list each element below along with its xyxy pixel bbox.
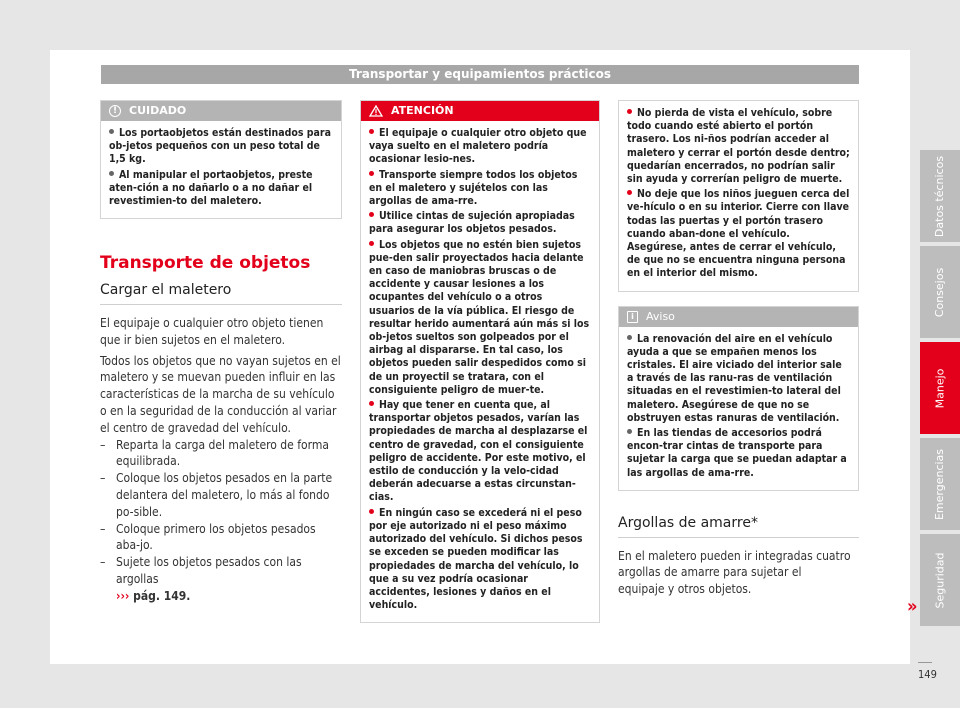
aviso-item: La renovación del aire en el vehículo ayuda a que se empañen menos los cristales. El aire viciado del interior sale a través de las ranu-ras de ventilación situadas en el revestimien-to lateral del maletero. Asegúrese de que no se obstruyen estas ranuras de ventilación. <box>627 332 842 424</box>
info-icon: i <box>627 311 638 323</box>
aviso-header <box>619 307 858 327</box>
atencion-item: En ningún caso se excederá ni el peso por eje autorizado ni el peso máximo autorizado del vehículo. Si dichos pesos se exceden se pueden modificar las propiedades de marcha del vehículo, lo que a su vez podría ocasionar accidentes, lesiones y daños en el vehículo. <box>369 506 583 612</box>
page-number-rule <box>918 662 932 663</box>
section-title: Transporte de objetos <box>100 253 311 274</box>
cuidado-body <box>101 121 341 218</box>
bullet-icon <box>369 241 374 246</box>
paragraph: Todos los objetos que no vayan sujetos en el maletero y se muevan pueden influir en las características de la marcha de su vehículo o en la seguridad de la conducción al variar el centro de gravedad del vehículo. <box>100 353 341 435</box>
bullet-icon <box>109 171 114 176</box>
tab-datos-tecnicos[interactable]: Datos técnicos <box>920 150 960 242</box>
atencion-header <box>361 101 599 121</box>
warning-icon <box>369 105 383 117</box>
continue-icon: » <box>907 596 918 617</box>
argollas-text: En el maletero pueden ir integradas cuatro argollas de amarre para sujetar el equipaje y otros objetos. <box>618 548 851 597</box>
cuidado-box <box>100 100 342 219</box>
column-right <box>618 100 859 598</box>
cuidado-header <box>101 101 341 121</box>
atencion-item: Los objetos que no estén bien sujetos pue-den salir proyectados hacia delante en caso de maniobras bruscas o de accidente y causar lesiones a los ocupantes del vehículo o a otros usuarios de la vía pública. El riesgo de resultar herido aumentará aún más si los ob-jetos sueltos son golpeados por el airbag al dispararse. En tal caso, los objetos pueden salir despedidos como si de un proyectil se tratara, con el consiguiente peligro de muer-te. <box>369 238 590 396</box>
aviso-body <box>619 327 858 490</box>
bullet-icon <box>627 190 632 195</box>
tab-consejos[interactable]: Consejos <box>920 246 960 338</box>
atencion-item: Hay que tener en cuenta que, al transportar objetos pesados, varían las propiedades de marcha al desplazarse el centro de gravedad, con el consiguiente peligro de accidente. Por este motivo, el estilo de conducción y la velo-cidad deberán adecuarse a estas circunstan-cias. <box>369 399 588 504</box>
argollas-title: Argollas de amarre* <box>618 515 859 538</box>
aviso-label: Aviso <box>646 309 675 323</box>
page-header: Transportar y equipamientos prácticos <box>101 65 859 84</box>
tab-emergencias[interactable]: Emergencias <box>920 438 960 530</box>
bullet-icon <box>627 109 632 114</box>
list-item: – Reparta la carga del maletero de forma equilibrada. <box>100 437 342 471</box>
list-item: – Sujete los objetos pesados con las argollas ››› pág. 149. <box>100 554 342 604</box>
atencion-item: Transporte siempre todos los objetos en el maletero y sujételos con las argollas de ama-rre. <box>369 168 578 208</box>
bullet-icon <box>627 429 632 434</box>
list-item: – Coloque los objetos pesados en la parte delantera del maletero, lo más al fondo po-sible. <box>100 470 342 520</box>
caution-icon: ! <box>109 105 121 117</box>
section-text <box>100 315 342 605</box>
atencion-body <box>361 121 599 622</box>
aviso-box <box>618 306 859 491</box>
aviso-item: En las tiendas de accesorios podrá encon-trar cintas de transporte para sujetar la carga que se puedan adaptar a las argollas de ama-rre. <box>627 427 847 479</box>
atencion-item: Utilice cintas de sujeción apropiadas para asegurar los objetos pesados. <box>369 210 575 236</box>
bullet-icon <box>627 335 632 340</box>
atencion-item: No pierda de vista el vehículo, sobre todo cuando esté abierto el portón trasero. Los ni-ños podrían acceder al maletero y cerrar el portón desde dentro; quedarían encerrados, no podrían salir sin ayuda y correrían peligro de muerte. <box>627 107 850 186</box>
page-reference-link[interactable]: ››› pág. 149. <box>116 588 191 603</box>
atencion-item: El equipaje o cualquier otro objeto que vaya suelto en el maletero podría ocasionar lesio-nes. <box>369 127 587 166</box>
cuidado-item: Los portaobjetos están destinados para ob-jetos pequeños con un peso total de 1,5 kg. <box>109 127 331 166</box>
cuidado-label: CUIDADO <box>129 104 187 117</box>
tab-seguridad[interactable]: Seguridad <box>920 534 960 626</box>
atencion-continued-body <box>619 101 858 291</box>
bullet-icon <box>369 171 374 176</box>
instruction-list <box>100 437 342 605</box>
page-number: 149 <box>918 668 937 681</box>
section-subtitle: Cargar el maletero <box>100 282 342 305</box>
arrow-icon: ››› <box>116 588 130 603</box>
tab-manejo[interactable]: Manejo <box>920 342 960 434</box>
atencion-label: ATENCIÓN <box>391 104 454 117</box>
paragraph: El equipaje o cualquier otro objeto tienen que ir bien sujetos en el maletero. <box>100 316 324 347</box>
bullet-icon <box>109 129 114 134</box>
cuidado-item: Al manipular el portaobjetos, preste aten-ción a no dañarlo o a no dañar el revestimien-to del maletero. <box>109 168 313 208</box>
page <box>50 50 947 681</box>
column-middle <box>360 100 600 623</box>
bullet-icon <box>369 401 374 406</box>
bullet-icon <box>369 129 374 134</box>
atencion-item: No deje que los niños jueguen cerca del ve-hículo o en su interior. Cierre con llave todas las puertas y el portón trasero cuando aban-done el vehículo. Asegúrese, antes de cerrar el vehículo, de que no se encuentra ninguna persona en el interior del mismo. <box>627 188 850 280</box>
atencion-continued-box <box>618 100 859 292</box>
bullet-icon <box>369 212 374 217</box>
atencion-box <box>360 100 600 623</box>
list-item: – Coloque primero los objetos pesados aba-jo. <box>100 521 342 555</box>
bullet-icon <box>369 509 374 514</box>
column-left <box>100 100 342 605</box>
